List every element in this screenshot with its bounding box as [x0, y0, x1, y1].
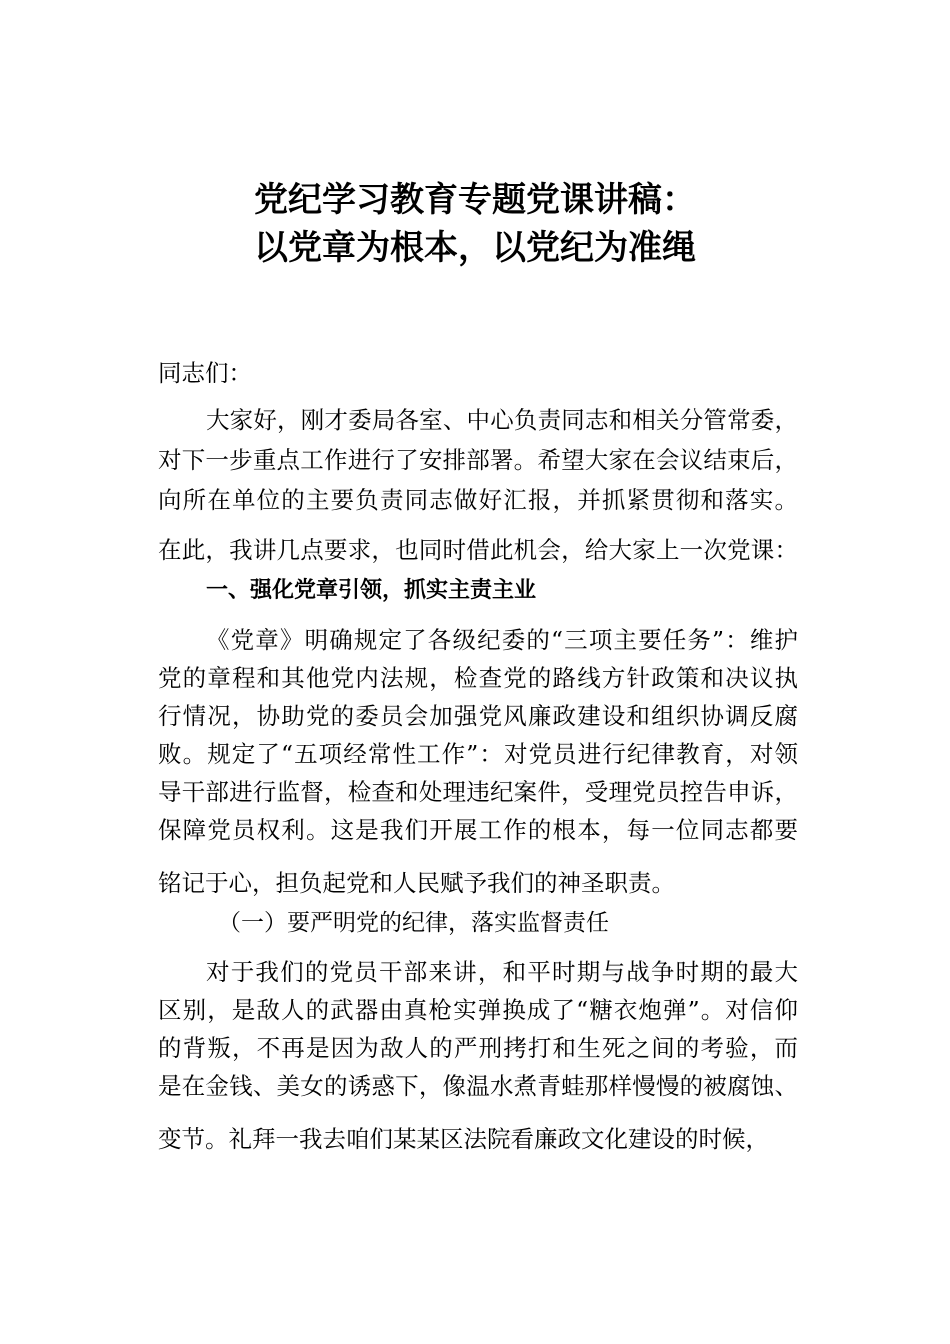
paragraph-line: 《党章》明确规定了各级纪委的“三项主要任务”：维护: [206, 626, 798, 654]
document-title-line-1: 党纪学习教育专题党课讲稿：: [254, 180, 696, 220]
subsection-heading: （一）要严明党的纪律，落实监督责任: [218, 910, 609, 936]
paragraph-line: 对于我们的党员干部来讲，和平时期与战争时期的最大: [206, 958, 798, 986]
paragraph-line: 导干部进行监督，检查和处理违纪案件，受理党员控告申诉，: [158, 778, 798, 806]
paragraph-line: 是在金钱、美女的诱惑下，像温水煮青蛙那样慢慢的被腐蚀、: [158, 1072, 798, 1100]
paragraph-line: 铭记于心，担负起党和人民赋予我们的神圣职责。: [158, 869, 675, 897]
intro-line: 向所在单位的主要负责同志做好汇报，并抓紧贯彻和落实。: [158, 486, 798, 514]
section-heading: 一、强化党章引领，抓实主责主业: [206, 578, 537, 603]
paragraph-line: 败。规定了“五项经常性工作”：对党员进行纪律教育，对领: [158, 740, 798, 768]
paragraph-line: 变节。礼拜一我去咱们某某区法院看廉政文化建设的时候，: [158, 1125, 769, 1153]
intro-line: 大家好，刚才委局各室、中心负责同志和相关分管常委，: [206, 406, 798, 434]
paragraph-line: 行情况，协助党的委员会加强党风廉政建设和组织协调反腐: [158, 702, 798, 730]
paragraph-line: 保障党员权利。这是我们开展工作的根本，每一位同志都要: [158, 816, 798, 844]
document-title-line-2: 以党章为根本，以党纪为准绳: [254, 228, 696, 268]
intro-line: 在此，我讲几点要求，也同时借此机会，给大家上一次党课：: [158, 536, 798, 564]
paragraph-line: 区别，是敌人的武器由真枪实弹换成了“糖衣炮弹”。对信仰: [158, 996, 798, 1024]
salutation: 同志们：: [158, 359, 252, 387]
paragraph-line: 的背叛，不再是因为敌人的严刑拷打和生死之间的考验，而: [158, 1034, 798, 1062]
intro-line: 对下一步重点工作进行了安排部署。希望大家在会议结束后，: [158, 446, 798, 474]
paragraph-line: 党的章程和其他党内法规，检查党的路线方针政策和决议执: [158, 664, 798, 692]
